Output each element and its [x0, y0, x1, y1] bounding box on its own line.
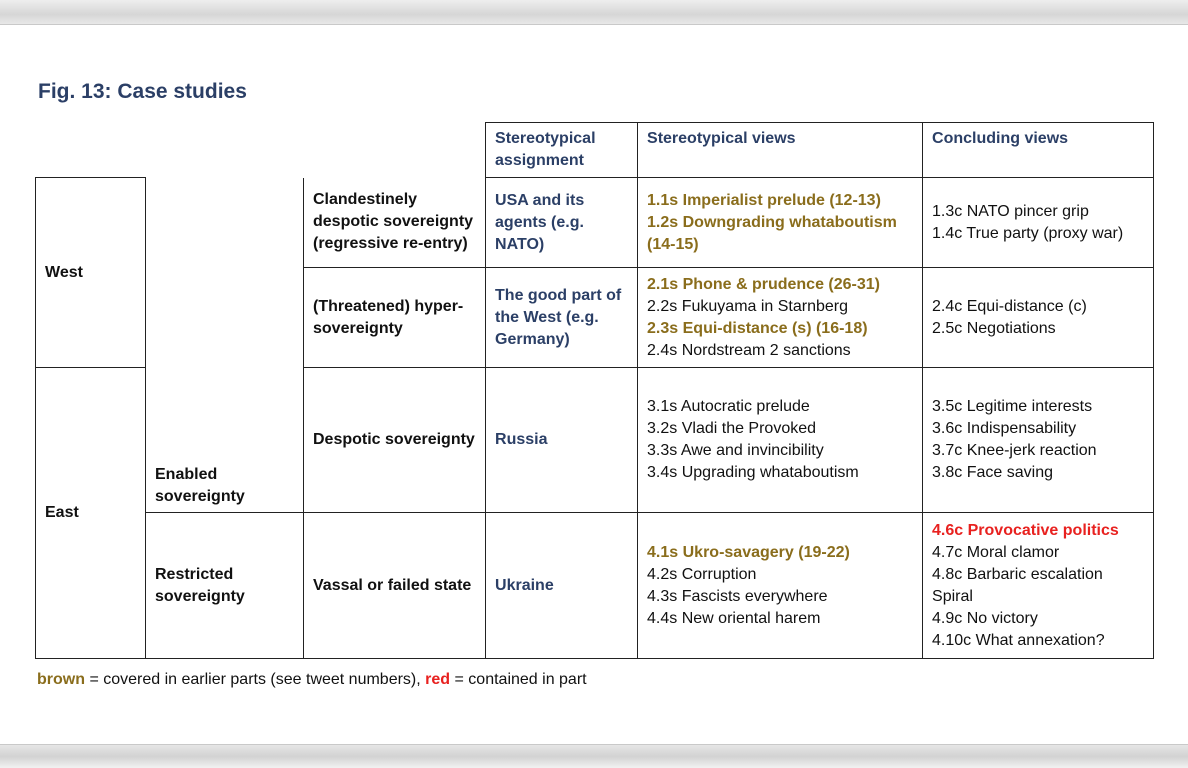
legend-brown-word: brown [37, 671, 85, 688]
view-item: 4.2s Corruption [647, 565, 757, 583]
concluding-cell [923, 513, 1154, 659]
view-item: 2.2s Fukuyama in Starnberg [647, 297, 849, 315]
view-item: 2.1s Phone & prudence (26-31) [647, 275, 880, 293]
header-concluding-views: Concluding views [923, 123, 1154, 178]
legend-red-text: = contained in part [450, 671, 587, 688]
legend-brown-text: = covered in earlier parts (see tweet numbers), [85, 671, 426, 688]
view-item: 4.8c Barbaric escalation Spiral [932, 565, 1103, 605]
view-item: 3.3s Awe and invincibility [647, 442, 824, 459]
view-item: 2.4s Nordstream 2 sanctions [647, 341, 851, 359]
case-studies-table [35, 122, 1154, 659]
view-item: 4.1s Ukro-savagery (19-22) [647, 543, 850, 561]
row-assignment: The good part of the West (e.g. Germany) [486, 268, 638, 368]
view-item: 3.5c Legitime interests [932, 398, 1093, 415]
viewer-bottom-bar [0, 744, 1188, 768]
view-item: 4.6c Provocative politics [932, 521, 1119, 539]
row-type: Clandestinely despotic sovereignty (regressive re-entry) [304, 178, 486, 268]
header-assignment: Stereotypical assignment [486, 123, 638, 178]
view-item: 4.7c Moral clamor [932, 543, 1060, 561]
row-type: Despotic sovereignty [304, 368, 486, 513]
viewer-top-bar [0, 0, 1188, 25]
view-item: 1.2s Downgrading whataboutism (14-15) [647, 213, 897, 253]
view-item: 3.2s Vladi the Provoked [647, 420, 817, 437]
view-item: 3.1s Autocratic prelude [647, 398, 810, 415]
header-blank [36, 123, 486, 178]
figure-title: Fig. 13: Case studies [38, 80, 247, 103]
group-restricted-sovereignty: Restricted sovereignty [146, 513, 304, 659]
view-item: 1.4c True party (proxy war) [932, 224, 1124, 242]
view-item: 3.6c Indispensability [932, 420, 1077, 437]
view-item: 4.9c No victory [932, 609, 1038, 627]
stereotypical-cell [638, 513, 923, 659]
header-stereotypical-views: Stereotypical views [638, 123, 923, 178]
view-item: 2.3s Equi-distance (s) (16-18) [647, 319, 868, 337]
legend-red-word: red [425, 671, 451, 688]
view-item: 1.3c NATO pincer grip [932, 202, 1089, 220]
view-item: 1.1s Imperialist prelude (12-13) [647, 191, 881, 209]
group-enabled-sovereignty: Enabled sovereignty [146, 178, 304, 513]
stereotypical-cell [638, 178, 923, 268]
view-item: 3.4s Upgrading whataboutism [647, 464, 859, 481]
row-type: (Threatened) hyper-sovereignty [304, 268, 486, 368]
row-assignment: USA and its agents (e.g. NATO) [486, 178, 638, 268]
table-row [36, 178, 1154, 268]
region-east: East [36, 368, 146, 659]
concluding-cell [923, 268, 1154, 368]
row-assignment: Russia [486, 368, 638, 513]
view-item: 4.10c What annexation? [932, 631, 1105, 649]
view-item: 3.8c Face saving [932, 464, 1053, 481]
stereotypical-cell [638, 368, 923, 513]
row-type: Vassal or failed state [304, 513, 486, 659]
header-row [36, 123, 1154, 178]
view-item: 2.4c Equi-distance (c) [932, 297, 1087, 315]
table-row [36, 513, 1154, 659]
concluding-cell [923, 368, 1154, 513]
legend [37, 671, 587, 689]
concluding-cell [923, 178, 1154, 268]
view-item: 4.4s New oriental harem [647, 609, 821, 627]
row-assignment: Ukraine [486, 513, 638, 659]
stereotypical-cell [638, 268, 923, 368]
view-item: 4.3s Fascists everywhere [647, 587, 828, 605]
region-west: West [36, 178, 146, 368]
view-item: 2.5c Negotiations [932, 319, 1056, 337]
view-item: 3.7c Knee-jerk reaction [932, 442, 1097, 459]
